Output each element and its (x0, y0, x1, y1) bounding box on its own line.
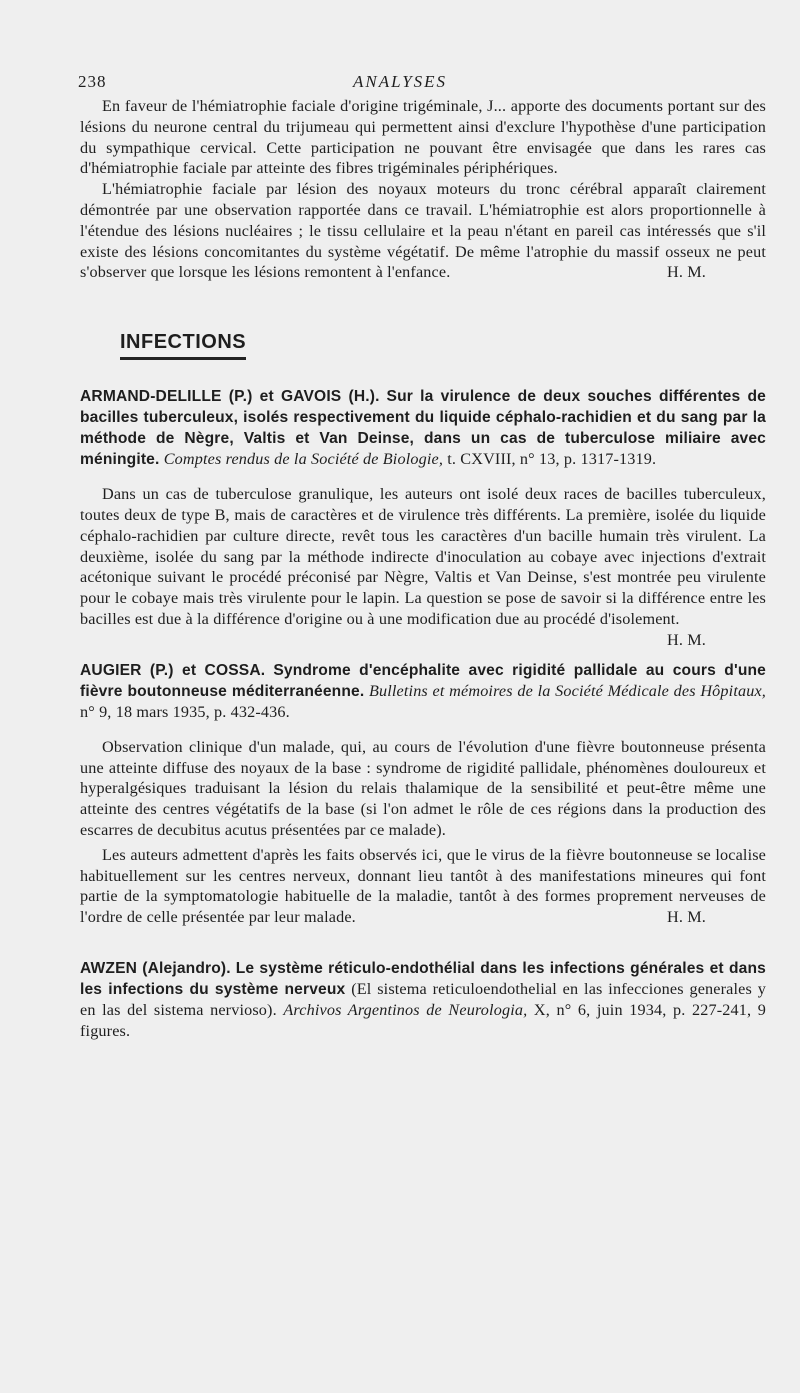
entry-abstract-2 (80, 845, 766, 928)
entry-citation (80, 386, 766, 470)
entry-ref: t. CXVIII, n° 13, p. 1317-1319. (447, 450, 657, 469)
entry-signature: H. M. (667, 908, 706, 927)
intro-signature: H. M. (667, 263, 706, 282)
entry-abstract-1: Observation clinique d'un malade, qui, au cours de l'évolution d'une fièvre boutonneuse présenta une atteinte diffuse des noyaux de la base : syndrome de rigidité pallidale, phénomènes douloureux et hyperalgésiques traduisant la lésion du relais thalamique de la sensibilité et peut-être même une atteinte des centres végétatifs de la base (si l'on admet le rôle de ces régions dans la production des escarres de decubitus acutus présentées par ce malade). (80, 737, 766, 839)
entry-authors: ARMAND-DELILLE (P.) et GAVOIS (H.). (80, 388, 380, 406)
entry-augier (80, 660, 766, 928)
entry-journal: Bulletins et mémoires de la Société Médicale des Hôpitaux, (368, 681, 766, 700)
running-title: ANALYSES (352, 72, 448, 91)
intro-paragraph-1: En faveur de l'hémiatrophie faciale d'origine trigéminale, J... apporte des documents portant sur des lésions du neurone central du trijumeau qui permettent ainsi d'exclure l'hypothèse d'une participation du sympathique cervical. Cette participation ne pouvant être envisagée que dans les rares cas d'hémiatrophie faciale par atteinte des fibres trigéminales périphériques. (80, 97, 766, 178)
entry-translation: (El sistema reticuloendothelial en las infecciones generales y en las del sistema nervioso). (80, 979, 766, 1019)
entry-journal: Comptes rendus de la Société de Biologie, (163, 450, 444, 469)
entry-citation (80, 660, 766, 723)
page-number: 238 (78, 72, 107, 91)
entry-abstract-2-text: Les auteurs admettent d'après les faits observés ici, que le virus de la fièvre boutonneuse se localise habituellement sur les centres nerveux, donnant lieu tantôt à des manifestations mineures qui font partie de la symptomatologie habituelle de la maladie, tantôt à des formes proprement nerveuses de l'ordre de celle présentée par leur malade. (80, 845, 766, 927)
entry-journal: Archivos Argentinos de Neurologia, (283, 1000, 528, 1019)
entry-ref: X, n° 6, juin 1934, p. 227-241, 9 figures. (80, 1000, 766, 1040)
entry-awzen (80, 958, 766, 1042)
page-header (78, 72, 722, 94)
entry-citation (80, 958, 766, 1042)
entry-abstract-text: Dans un cas de tuberculose granulique, les auteurs ont isolé deux races de bacilles tuberculeux, toutes deux de type B, mais de caractères et de virulence très différents. La première, isolée du liquide céphalo-rachidien par culture directe, revêt tous les caractères d'un bacille humain très virulent. La deuxième, isolée du sang par la méthode indirecte d'inoculation au cobaye avec injections d'extrait acétonique suivant le procédé préconisé par Nègre, Valtis et Van Deinse, s'est montrée peu virulente pour le cobaye mais très virulente pour le lapin. La question se pose de savoir si la différence entre les bacilles est due à la différence d'origine ou à une modification due au procédé d'isolement. (80, 485, 766, 628)
entry-title: Le système réticulo-endothélial dans les infections générales et dans les infections du système nerveux (80, 959, 766, 998)
entry-title: Sur la virulence de deux souches différentes de bacilles tuberculeux, isolés respectivement du liquide céphalo-rachidien et du sang par la méthode de Nègre, Valtis et Van Deinse, dans un cas de tuberculose miliaire avec méningite. (80, 388, 767, 469)
entry-signature: H. M. (667, 630, 706, 649)
intro-paragraph-2-text: L'hémiatrophie faciale par lésion des noyaux moteurs du tronc cérébral apparaît clairement démontrée par une observation rapportée dans ce travail. L'hémiatrophie est alors proportionnelle à l'étendue des lésions nucléaires ; le tissu cellulaire et la peau n'étant en pareil cas intéressés que s'il existe des lésions concomitantes du système végétatif. De même l'atrophie du massif osseux ne peut s'observer que lorsque les lésions remontent à l'enfance. (80, 180, 766, 282)
page-body (80, 96, 766, 1042)
entry-authors: AUGIER (P.) et COSSA. (80, 661, 266, 679)
entry-ref: n° 9, 18 mars 1935, p. 432-436. (80, 702, 290, 721)
section-heading: INFECTIONS (120, 331, 246, 360)
entry-authors: AWZEN (Alejandro). (80, 959, 231, 977)
entry-abstract (80, 484, 766, 649)
intro-paragraph-2 (80, 179, 766, 283)
entry-title: Syndrome d'encéphalite avec rigidité pallidale au cours d'une fièvre boutonneuse méditerranéenne. (80, 661, 767, 700)
entry-armand-delille (80, 386, 767, 649)
